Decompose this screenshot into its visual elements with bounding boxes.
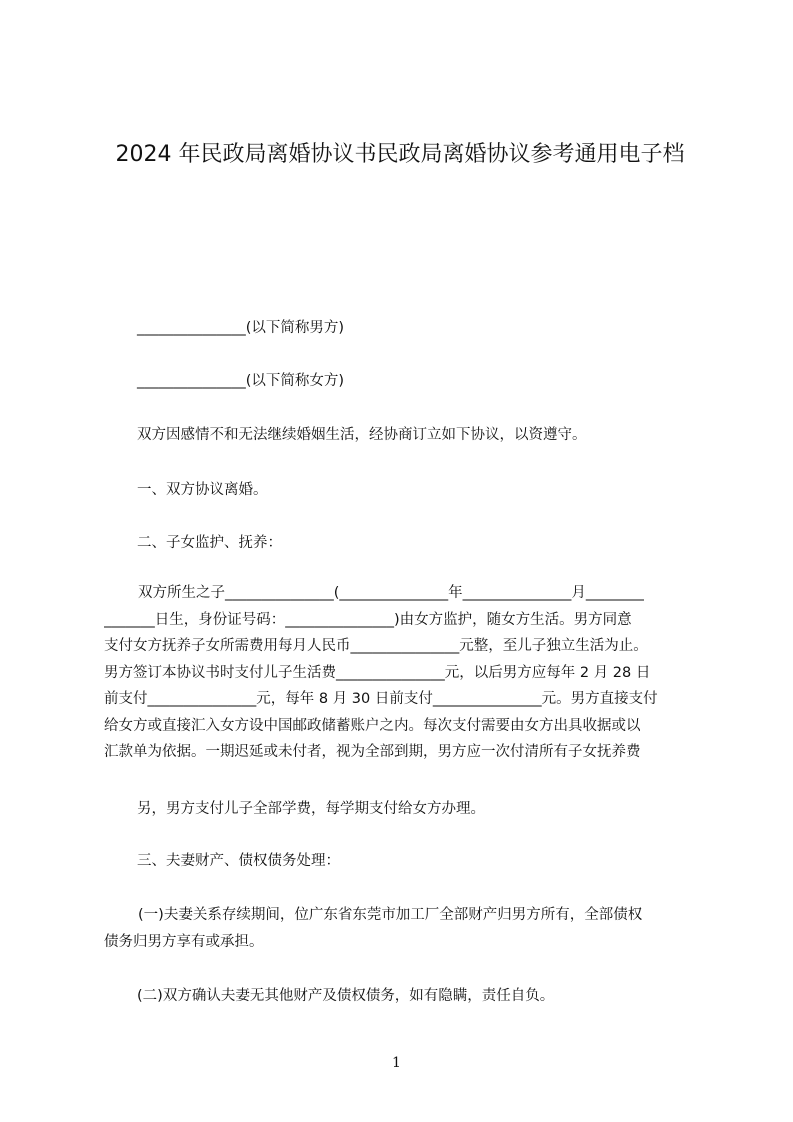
male-party-line: _______________(以下简称男方)	[137, 320, 345, 336]
intro-paragraph: 双方因感情不和无法继续婚姻生活，经协商订立如下协议，以资遵守。	[137, 427, 587, 443]
clause-2-line: 支付女方抚养子女所需费用每月人民币_______________元整，至儿子独立生活为止。	[104, 638, 648, 654]
clause-3-item-1	[104, 902, 698, 955]
clause-3-heading: 三、夫妻财产、债权债务处理：	[137, 853, 340, 869]
clause-2-line: 男方签订本协议书时支付儿子生活费_______________元，以后男方应每年 2 月 28 日	[104, 664, 651, 681]
clause-2-line: 前支付_______________元，每年 8 月 30 日前支付_______________元。男方直接支付	[104, 691, 658, 707]
tuition-paragraph: 另，男方支付儿子全部学费，每学期支付给女方办理。	[137, 801, 485, 817]
document-title: 2024 年民政局离婚协议书民政局离婚协议参考通用电子档	[115, 142, 685, 167]
clause-2-body	[104, 580, 698, 766]
clause-2-line: 汇款单为依据。一期迟延或未付者，视为全部到期，男方应一次付清所有子女抚养费	[104, 744, 641, 760]
clause-3-item-1-line: 债务归男方享有或承担。	[104, 933, 264, 950]
clause-2-line: 给女方或直接汇入女方设中国邮政储蓄账户之内。每次支付需要由女方出具收据或以	[104, 717, 641, 734]
female-party-line: _______________(以下简称女方)	[137, 373, 345, 389]
clause-2-line: _______日生，身份证号码：_______________)由女方监护，随女方生活。男方同意	[104, 611, 632, 628]
clause-1-heading: 一、双方协议离婚。	[137, 482, 268, 498]
clause-2-heading: 二、子女监护、抚养：	[137, 535, 282, 551]
page-number: 1	[392, 1055, 401, 1071]
clause-3-item-2: (二)双方确认夫妻无其他财产及债权债务，如有隐瞒，责任自负。	[137, 988, 555, 1004]
clause-2-line: 双方所生之子_______________(_______________年_______________月________	[138, 585, 644, 601]
clause-3-item-1-line: (一)夫妻关系存续期间，位广东省东莞市加工厂全部财产归男方所有，全部债权	[138, 907, 643, 923]
